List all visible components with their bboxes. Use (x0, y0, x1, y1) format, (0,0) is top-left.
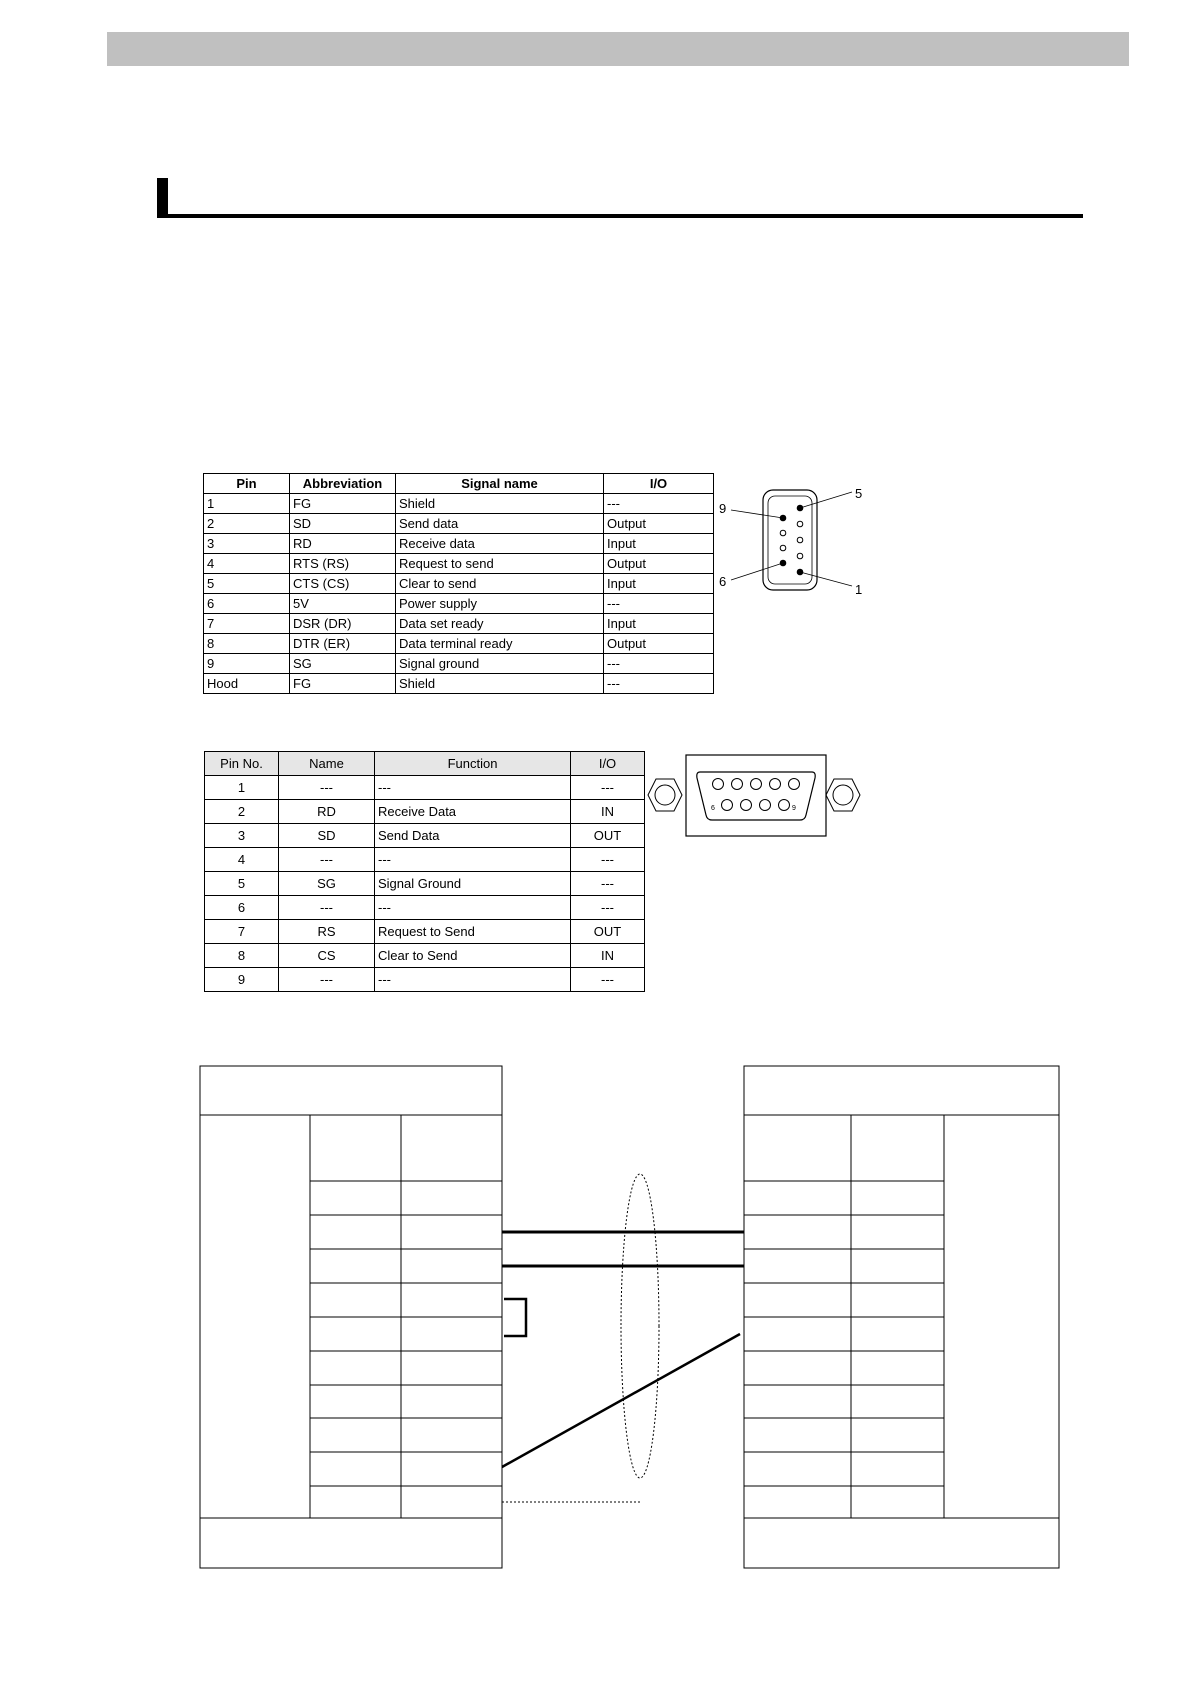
signal-name-cell: Data set ready (396, 614, 604, 634)
io-cell: Output (604, 634, 714, 654)
pin-assignment-table-1 (203, 473, 714, 694)
pin-cell: 6 (205, 896, 279, 920)
name-cell: --- (279, 848, 375, 872)
pin-dot (760, 800, 771, 811)
abbreviation-cell: CTS (CS) (290, 574, 396, 594)
pin-dot (741, 800, 752, 811)
table-row (205, 800, 645, 824)
pin-label-6: 6 (719, 574, 727, 589)
table-row (204, 614, 714, 634)
table-row (205, 920, 645, 944)
pin-cell: 2 (205, 800, 279, 824)
pin-dot (789, 779, 800, 790)
table-header-row (205, 752, 645, 776)
io-cell: Input (604, 614, 714, 634)
pin-dot (797, 505, 803, 511)
leader-line (731, 563, 783, 580)
right-device-box (744, 1066, 1059, 1568)
table-row (205, 848, 645, 872)
table-row (204, 594, 714, 614)
name-cell: --- (279, 896, 375, 920)
io-cell: Output (604, 554, 714, 574)
signal-name-cell: Clear to send (396, 574, 604, 594)
abbreviation-cell: 5V (290, 594, 396, 614)
pin-cell: 2 (204, 514, 290, 534)
pin-cell: 1 (204, 494, 290, 514)
pin-dot (713, 779, 724, 790)
signal-name-cell: Send data (396, 514, 604, 534)
abbreviation-cell: DTR (ER) (290, 634, 396, 654)
table-row (204, 514, 714, 534)
name-cell: --- (279, 968, 375, 992)
left-outer-box (200, 1066, 502, 1568)
function-cell: --- (375, 848, 571, 872)
table-row (204, 494, 714, 514)
io-cell: Input (604, 534, 714, 554)
pin-cell: 9 (204, 654, 290, 674)
connector-shell (697, 772, 815, 820)
abbreviation-cell: SD (290, 514, 396, 534)
function-cell: Signal Ground (375, 872, 571, 896)
pin-label-6: 6 (711, 805, 715, 812)
pin-dot (780, 515, 786, 521)
section-rule (157, 214, 1083, 218)
io-cell: --- (571, 848, 645, 872)
io-cell: --- (571, 872, 645, 896)
signal-name-cell: Receive data (396, 534, 604, 554)
abbreviation-cell: RD (290, 534, 396, 554)
name-cell: CS (279, 944, 375, 968)
function-cell: Request to Send (375, 920, 571, 944)
table-row (204, 554, 714, 574)
name-cell: --- (279, 776, 375, 800)
signal-name-cell: Shield (396, 674, 604, 694)
io-cell: --- (571, 968, 645, 992)
pin-cell: 1 (205, 776, 279, 800)
connector-pins (780, 505, 803, 575)
io-cell: OUT (571, 920, 645, 944)
pin-label-5: 5 (855, 486, 863, 501)
table-row (204, 654, 714, 674)
pin-dot (751, 779, 762, 790)
screw-right-inner (833, 785, 853, 805)
column-header: Function (375, 752, 571, 776)
io-cell: --- (604, 674, 714, 694)
pin-cell: 5 (205, 872, 279, 896)
header-bar (107, 32, 1129, 66)
pin-label-9: 9 (719, 501, 727, 516)
wire-crossed (502, 1334, 740, 1467)
pin-cell: 8 (205, 944, 279, 968)
pin-cell: Hood (204, 674, 290, 694)
signal-name-cell: Data terminal ready (396, 634, 604, 654)
abbreviation-cell: DSR (DR) (290, 614, 396, 634)
leader-lines (731, 492, 852, 586)
column-header: Abbreviation (290, 474, 396, 494)
connector-shell-inner (768, 496, 812, 584)
pin-dot (797, 521, 803, 527)
table-row (204, 634, 714, 654)
table-row (204, 574, 714, 594)
io-cell: --- (604, 654, 714, 674)
table-row (205, 896, 645, 920)
table-row (205, 968, 645, 992)
function-cell: --- (375, 968, 571, 992)
wire-loopback (504, 1299, 526, 1336)
io-cell: Output (604, 514, 714, 534)
io-cell: --- (571, 896, 645, 920)
io-cell: --- (604, 494, 714, 514)
io-cell: Input (604, 574, 714, 594)
column-header: Name (279, 752, 375, 776)
pin-label-9: 9 (792, 805, 796, 812)
pin-cell: 7 (204, 614, 290, 634)
right-outer-box (744, 1066, 1059, 1568)
pin-dot (770, 779, 781, 790)
column-header: Pin (204, 474, 290, 494)
table-row (205, 824, 645, 848)
function-cell: Send Data (375, 824, 571, 848)
connector-frame (686, 755, 826, 836)
wires (502, 1232, 744, 1467)
pin-cell: 6 (204, 594, 290, 614)
pin-cell: 4 (204, 554, 290, 574)
table-row (205, 872, 645, 896)
function-cell: Receive Data (375, 800, 571, 824)
abbreviation-cell: FG (290, 494, 396, 514)
section-marker (157, 178, 168, 218)
pin-dot (797, 537, 803, 543)
column-header: Pin No. (205, 752, 279, 776)
function-cell: Clear to Send (375, 944, 571, 968)
pin-label-1: 1 (855, 582, 863, 597)
pin-dot (732, 779, 743, 790)
name-cell: SD (279, 824, 375, 848)
name-cell: RD (279, 800, 375, 824)
pin-cell: 3 (205, 824, 279, 848)
leader-line (800, 492, 852, 508)
table-row (205, 776, 645, 800)
signal-name-cell: Power supply (396, 594, 604, 614)
io-cell: OUT (571, 824, 645, 848)
signal-name-cell: Signal ground (396, 654, 604, 674)
pin-dot (779, 800, 790, 811)
pin-cell: 9 (205, 968, 279, 992)
name-cell: SG (279, 872, 375, 896)
io-cell: --- (571, 776, 645, 800)
pin-dot (780, 545, 786, 551)
column-header: Signal name (396, 474, 604, 494)
table-row (204, 534, 714, 554)
io-cell: --- (604, 594, 714, 614)
signal-name-cell: Request to send (396, 554, 604, 574)
function-cell: --- (375, 896, 571, 920)
screw-right-outer (826, 779, 860, 811)
io-cell: IN (571, 944, 645, 968)
screw-left-outer (648, 779, 682, 811)
table-row (205, 944, 645, 968)
pin-cell: 5 (204, 574, 290, 594)
connector-pins (713, 779, 800, 811)
screw-left-inner (655, 785, 675, 805)
column-header: I/O (604, 474, 714, 494)
shield-ellipse (621, 1174, 659, 1478)
table-header-row (204, 474, 714, 494)
table-row (204, 674, 714, 694)
leader-line (731, 510, 783, 518)
abbreviation-cell: FG (290, 674, 396, 694)
pin-dot (780, 560, 786, 566)
io-cell: IN (571, 800, 645, 824)
pin-cell: 8 (204, 634, 290, 654)
leader-line (800, 572, 852, 586)
pin-dot (797, 569, 803, 575)
abbreviation-cell: SG (290, 654, 396, 674)
abbreviation-cell: RTS (RS) (290, 554, 396, 574)
left-device-box (200, 1066, 502, 1568)
connector-shell (763, 490, 817, 590)
pin-dot (780, 530, 786, 536)
signal-name-cell: Shield (396, 494, 604, 514)
pin-dot (722, 800, 733, 811)
pin-cell: 4 (205, 848, 279, 872)
function-cell: --- (375, 776, 571, 800)
name-cell: RS (279, 920, 375, 944)
pin-assignment-table-2 (204, 751, 645, 992)
pin-cell: 7 (205, 920, 279, 944)
column-header: I/O (571, 752, 645, 776)
pin-cell: 3 (204, 534, 290, 554)
pin-dot (797, 553, 803, 559)
